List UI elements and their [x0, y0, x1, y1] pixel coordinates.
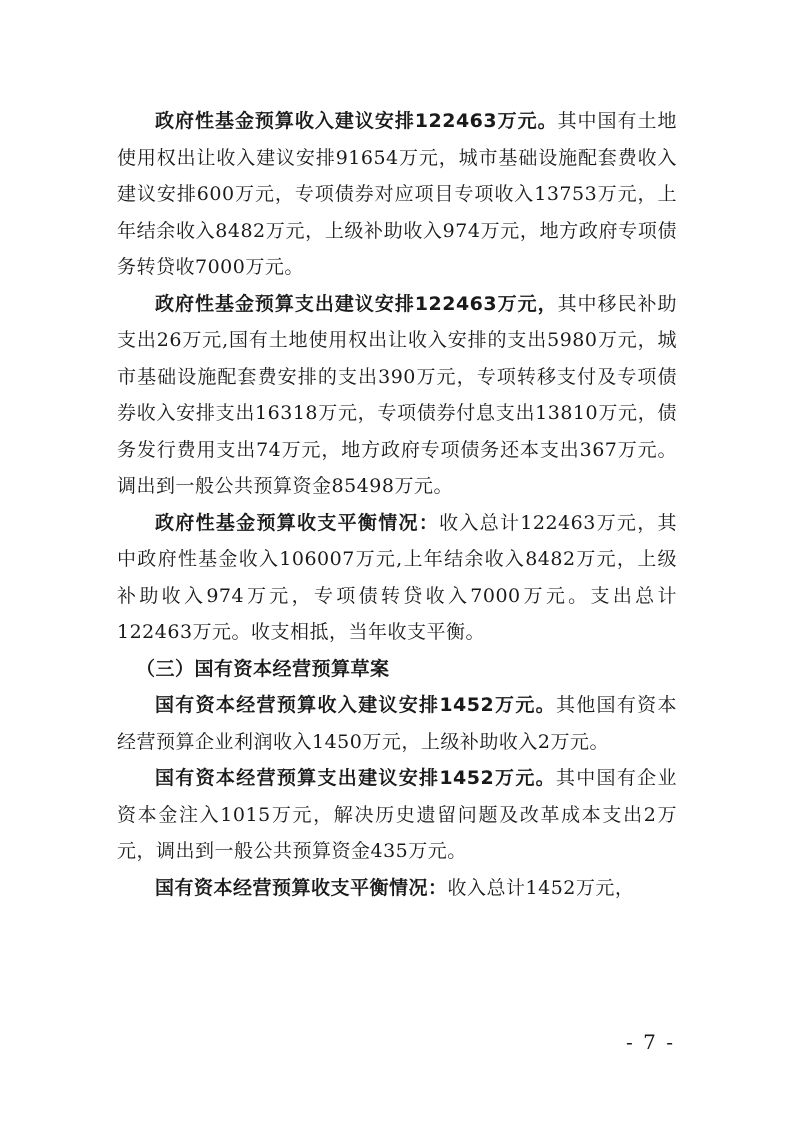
paragraph-body: 其中国有企业资本金注入1015万元，解决历史遗留问题及改革成本支出2万元，调出到一般公共预算资金435万元。: [117, 767, 677, 862]
paragraph-body: 收入总计1452万元，: [447, 876, 635, 899]
section-heading: （三）国有资本经营预算草案: [136, 657, 390, 680]
paragraph-fund-income: [117, 103, 677, 286]
paragraph-body: 其他国有资本经营预算企业利润收入1450万元，上级补助收入2万元。: [117, 694, 677, 753]
paragraph-body: 收入总计122463万元，其中政府性基金收入106007万元,上年结余收入8482万元，上级补助收入974万元，专项债转贷收入7000万元。支出总计122463万元。收支相抵，当年收支平衡。: [117, 511, 677, 643]
paragraph-lead: 国有资本经营预算支出建议安排1452万元。: [155, 767, 556, 789]
paragraph-body: 其中国有土地使用权出让收入建议安排91654万元，城市基础设施配套费收入建议安排600万元，专项债券对应项目专项收入13753万元，上年结余收入8482万元，上级补助收入974万元，地方政府专项债务转贷收7000万元。: [117, 110, 677, 278]
paragraph-capital-balance: [117, 870, 677, 907]
paragraph-body: 其中移民补助支出26万元,国有土地使用权出让收入安排的支出5980万元，城市基础设施配套费安排的支出390万元，专项转移支付及专项债券收入安排支出16318万元，专项债券付息支出13810万元，债务发行费用支出74万元，地方政府专项债务还本支出367万元。调出到一般公共预算资金85498万元。: [117, 292, 677, 497]
paragraph-capital-expenditure: [117, 760, 677, 870]
paragraph-fund-expenditure: [117, 286, 677, 505]
page-number: - 7 -: [626, 1030, 675, 1054]
paragraph-lead: 政府性基金预算支出建议安排122463万元，: [155, 292, 558, 315]
paragraph-capital-income: [117, 687, 677, 760]
paragraph-lead: 国有资本经营预算收入建议安排1452万元。: [155, 694, 556, 716]
paragraph-lead: 政府性基金预算收支平衡情况：: [155, 511, 440, 534]
paragraph-lead: 政府性基金预算收入建议安排122463万元。: [155, 110, 558, 132]
paragraph-lead: 国有资本经营预算收支平衡情况：: [155, 876, 448, 899]
document-page: [117, 103, 677, 906]
paragraph-fund-balance: [117, 505, 677, 651]
